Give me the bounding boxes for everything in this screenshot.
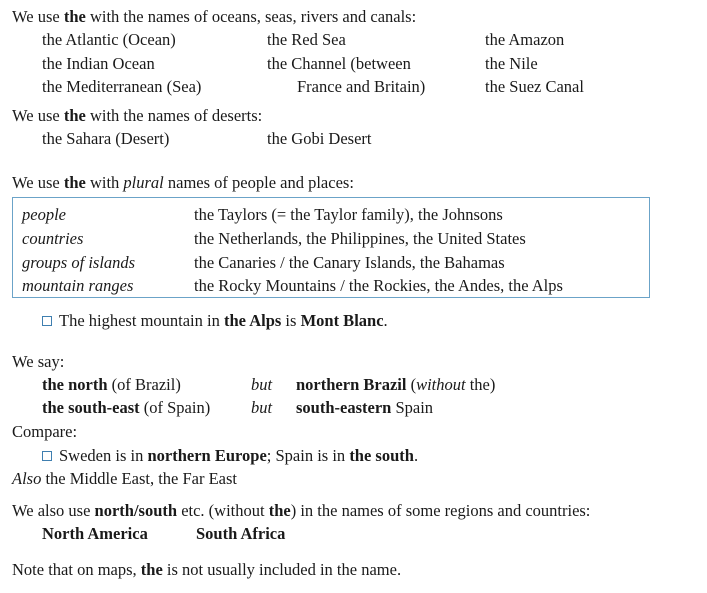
- north-example-b: northern Brazil (without the): [296, 375, 496, 394]
- example-item: the Suez Canal: [485, 77, 584, 96]
- region-example-1: North America: [42, 524, 148, 543]
- example-item: the Amazon: [485, 30, 565, 49]
- oceans-intro: We use the with the names of oceans, seas, rivers and canals:: [12, 7, 417, 26]
- example-item: the Nile: [485, 53, 538, 73]
- regions-intro: We also use north/south etc. (without the) in the names of some regions and countries:: [12, 501, 591, 520]
- example-item: France and Britain): [297, 77, 426, 96]
- example-item: the Indian Ocean: [42, 53, 155, 73]
- box-label: people: [22, 205, 66, 224]
- compare-heading: Compare:: [12, 422, 78, 441]
- north-example-a: the north (of Brazil): [42, 375, 181, 394]
- box-text: the Netherlands, the Philippines, the United States: [194, 229, 526, 248]
- oceans-col-1: [42, 28, 201, 99]
- region-example-2: South Africa: [196, 524, 286, 543]
- desert-example-1: the Sahara (Desert): [42, 129, 170, 148]
- oceans-col-3: [485, 28, 584, 99]
- square-bullet-icon: [42, 316, 52, 326]
- sweden-example: Sweden is in northern Europe; Spain is in the south.: [42, 446, 418, 466]
- maps-note: Note that on maps, the is not usually included in the name.: [12, 560, 402, 579]
- desert-example-2: the Gobi Desert: [267, 129, 372, 148]
- example-item: the Channel (between: [267, 53, 411, 73]
- south-east-example-b: south-eastern Spain: [296, 398, 434, 417]
- south-east-example-a: the south-east (of Spain): [42, 398, 211, 417]
- alps-example: The highest mountain in the Alps is Mont Blanc.: [42, 311, 388, 331]
- box-label: groups of islands: [22, 253, 136, 272]
- box-text: the Taylors (= the Taylor family), the Johnsons: [194, 205, 503, 224]
- but-word: but: [251, 375, 273, 394]
- oceans-col-2: [267, 28, 425, 99]
- box-text: the Rocky Mountains / the Rockies, the Andes, the Alps: [194, 276, 563, 295]
- square-bullet-icon: [42, 451, 52, 461]
- box-text: the Canaries / the Canary Islands, the Bahamas: [194, 253, 505, 272]
- but-word: but: [251, 398, 273, 417]
- we-say-heading: We say:: [12, 352, 65, 371]
- example-item: the Mediterranean (Sea): [42, 77, 202, 96]
- example-item: the Atlantic (Ocean): [42, 30, 176, 49]
- deserts-intro: We use the with the names of deserts:: [12, 106, 263, 125]
- plural-intro: We use the with plural names of people and places:: [12, 173, 354, 192]
- box-label: mountain ranges: [22, 276, 134, 295]
- also-line: Also the Middle East, the Far East: [12, 469, 238, 488]
- box-label: countries: [22, 229, 84, 248]
- example-item: the Red Sea: [267, 30, 346, 49]
